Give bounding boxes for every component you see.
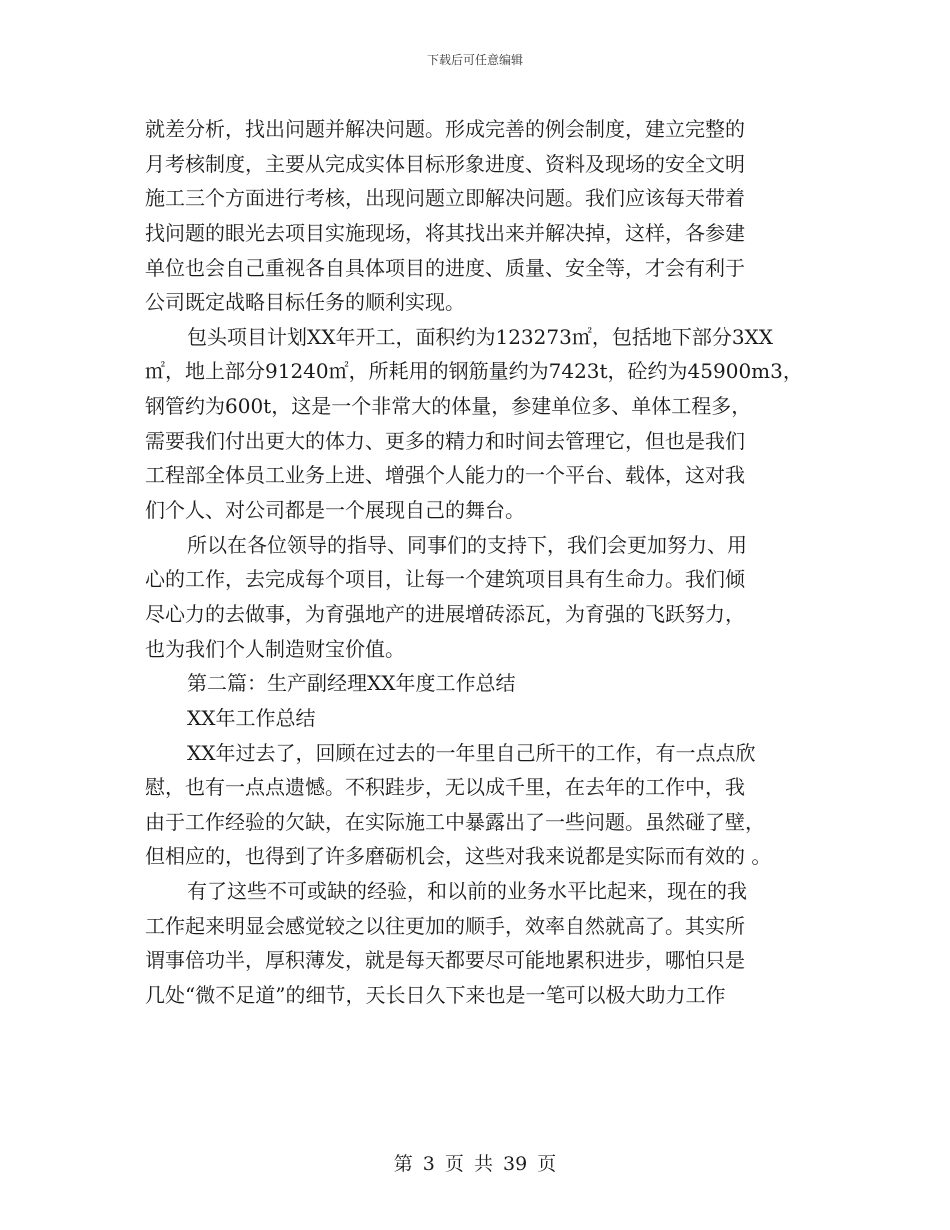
text-line: 有了这些不可或缺的经验，和以前的业务水平比起来，现在的我 xyxy=(187,879,747,904)
text-line: ㎡，地上部分91240㎡，所耗用的钢筋量约为7423t，砼约为45900m3， xyxy=(145,359,803,384)
text-line: 月考核制度，主要从完成实体目标形象进度、资料及现场的安全文明 xyxy=(145,151,745,176)
text-line: XX年工作总结 xyxy=(187,705,316,730)
text-line: 尽心力的去做事，为育强地产的进展增砖添瓦，为育强的飞跃努力， xyxy=(145,601,745,626)
text-line: 第二篇：生产副经理XX年度工作总结 xyxy=(187,671,516,696)
text-line: 包头项目计划XX年开工，面积约为123273㎡，包括地下部分3XX xyxy=(187,324,774,349)
text-line: 所以在各位领导的指导、同事们的支持下，我们会更加努力、用 xyxy=(187,532,747,557)
text-line: 慰，也有一点点遗憾。不积跬步，无以成千里，在去年的工作中，我 xyxy=(145,775,745,800)
text-line: 钢管约为600t，这是一个非常大的体量，参建单位多、单体工程多， xyxy=(145,394,752,419)
text-line: 就差分析，找出问题并解决问题。形成完善的例会制度，建立完整的 xyxy=(145,117,745,141)
text-line: 施工三个方面进行考核，出现问题立即解决问题。我们应该每天带着 xyxy=(145,186,745,211)
text-line: 找问题的眼光去项目实施现场，将其找出来并解决掉，这样，各参建 xyxy=(145,220,745,245)
text-line: XX年过去了，回顾在过去的一年里自己所干的工作，有一点点欣 xyxy=(187,740,756,765)
text-line: 单位也会自己重视各自具体项目的进度、质量、安全等，才会有利于 xyxy=(145,255,745,280)
page-header: 下载后可任意编辑 xyxy=(426,53,523,67)
text-line: 公司既定战略目标任务的顺利实现。 xyxy=(145,290,465,315)
text-line: 们个人、对公司都是一个展现自己的舞台。 xyxy=(145,498,525,523)
text-line: 但相应的，也得到了许多磨砺机会，这些对我来说都是实际而有效的 。 xyxy=(145,844,772,869)
text-line: 几处“微不足道”的细节，天长日久下来也是一笔可以极大助力工作 xyxy=(145,983,726,1008)
page-number-footer: 第 3 页 共 39 页 xyxy=(393,1153,557,1175)
text-line: 需要我们付出更大的体力、更多的精力和时间去管理它，但也是我们 xyxy=(145,428,745,453)
text-line: 谓事倍功半，厚积薄发，就是每天都要尽可能地累积进步，哪怕只是 xyxy=(145,948,745,973)
text-line: 心的工作，去完成每个项目，让每一个建筑项目具有生命力。我们倾 xyxy=(145,567,745,592)
document-body xyxy=(145,112,810,1013)
text-line: 也为我们个人制造财宝价值。 xyxy=(145,636,405,661)
text-line: 由于工作经验的欠缺，在实际施工中暴露出了一些问题。虽然碰了壁， xyxy=(145,809,765,834)
text-line: 工程部全体员工业务上进、增强个人能力的一个平台、载体，这对我 xyxy=(145,463,745,488)
text-line: 工作起来明显会感觉较之以往更加的顺手，效率自然就高了。其实所 xyxy=(145,913,745,938)
